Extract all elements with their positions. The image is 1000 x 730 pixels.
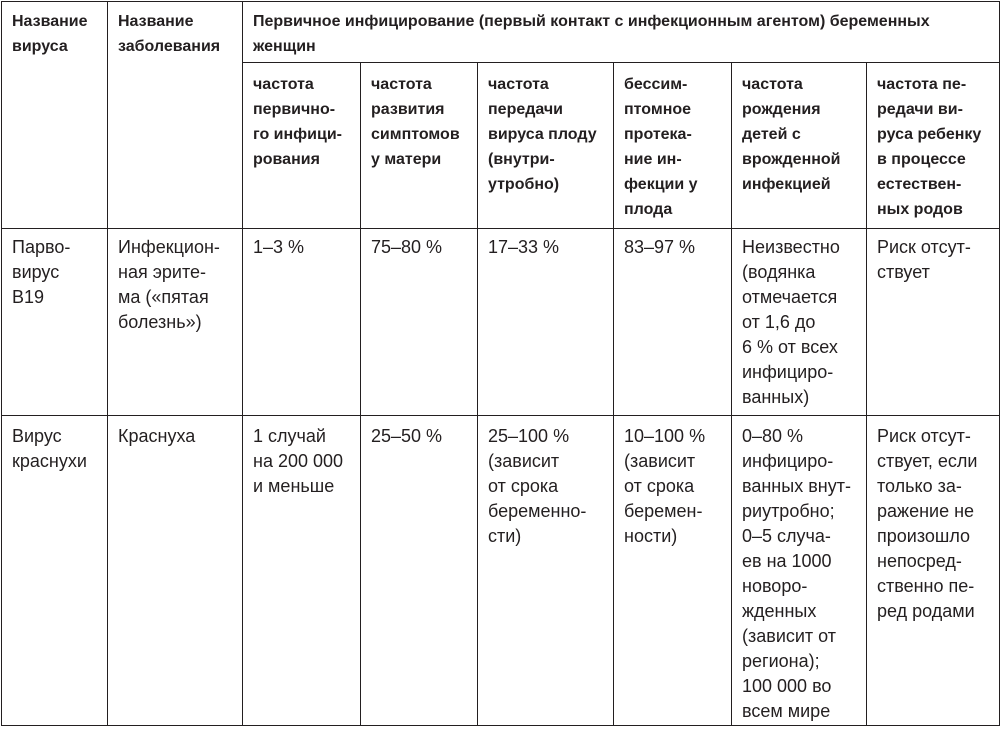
virus-infection-table xyxy=(1,1,1000,726)
table-row xyxy=(2,229,1000,416)
subheader-natural-birth-transmission-rate: частота пе- редачи ви- руса ребенку в процессе естествен- ных родов xyxy=(867,63,1000,229)
header-virus-name: Название вируса xyxy=(2,2,108,229)
cell-virus-name: Парво- вирус B19 xyxy=(2,229,108,416)
table-row xyxy=(2,416,1000,726)
cell-maternal-symptoms-rate: 75–80 % xyxy=(361,229,478,416)
subheader-congenital-infection-birth-rate: частота рождения детей с врожденной инфекцией xyxy=(732,63,867,229)
header-row xyxy=(2,2,1000,63)
header-primary-infection: Первичное инфицирование (первый контакт с инфекционным агентом) беременных женщин xyxy=(243,2,1000,63)
cell-maternal-symptoms-rate: 25–50 % xyxy=(361,416,478,726)
cell-natural-birth-transmission-rate: Риск отсут- ствует, если только за- ражение не произошло непосред- ственно пе- ред родами xyxy=(867,416,1000,726)
cell-asymptomatic-fetal-infection: 83–97 % xyxy=(614,229,732,416)
cell-natural-birth-transmission-rate: Риск отсут- ствует xyxy=(867,229,1000,416)
cell-disease-name: Инфекцион- ная эрите- ма («пятая болезнь») xyxy=(108,229,243,416)
subheader-primary-infection-rate: частота первично- го инфици- рования xyxy=(243,63,361,229)
header-disease-name: Название заболевания xyxy=(108,2,243,229)
cell-fetal-transmission-rate: 25–100 % (зависит от срока беременно- сти) xyxy=(478,416,614,726)
cell-congenital-infection-birth-rate: 0–80 % инфициро- ванных внут- риутробно; 0–5 случа- ев на 1000 новоро- жденных (зависит от региона); 100 000 во всем мире xyxy=(732,416,867,726)
cell-congenital-infection-birth-rate: Неизвестно (водянка отмечается от 1,6 до 6 % от всех инфициро- ванных) xyxy=(732,229,867,416)
cell-disease-name: Краснуха xyxy=(108,416,243,726)
subheader-fetal-transmission-rate: частота передачи вируса плоду (внутри- утробно) xyxy=(478,63,614,229)
cell-primary-infection-rate: 1–3 % xyxy=(243,229,361,416)
subheader-asymptomatic-fetal-infection: бессим- птомное протека- ние ин- фекции у плода xyxy=(614,63,732,229)
cell-primary-infection-rate: 1 случай на 200 000 и меньше xyxy=(243,416,361,726)
cell-asymptomatic-fetal-infection: 10–100 % (зависит от срока беремен- ности) xyxy=(614,416,732,726)
subheader-maternal-symptoms-rate: частота развития симптомов у матери xyxy=(361,63,478,229)
cell-virus-name: Вирус краснухи xyxy=(2,416,108,726)
cell-fetal-transmission-rate: 17–33 % xyxy=(478,229,614,416)
